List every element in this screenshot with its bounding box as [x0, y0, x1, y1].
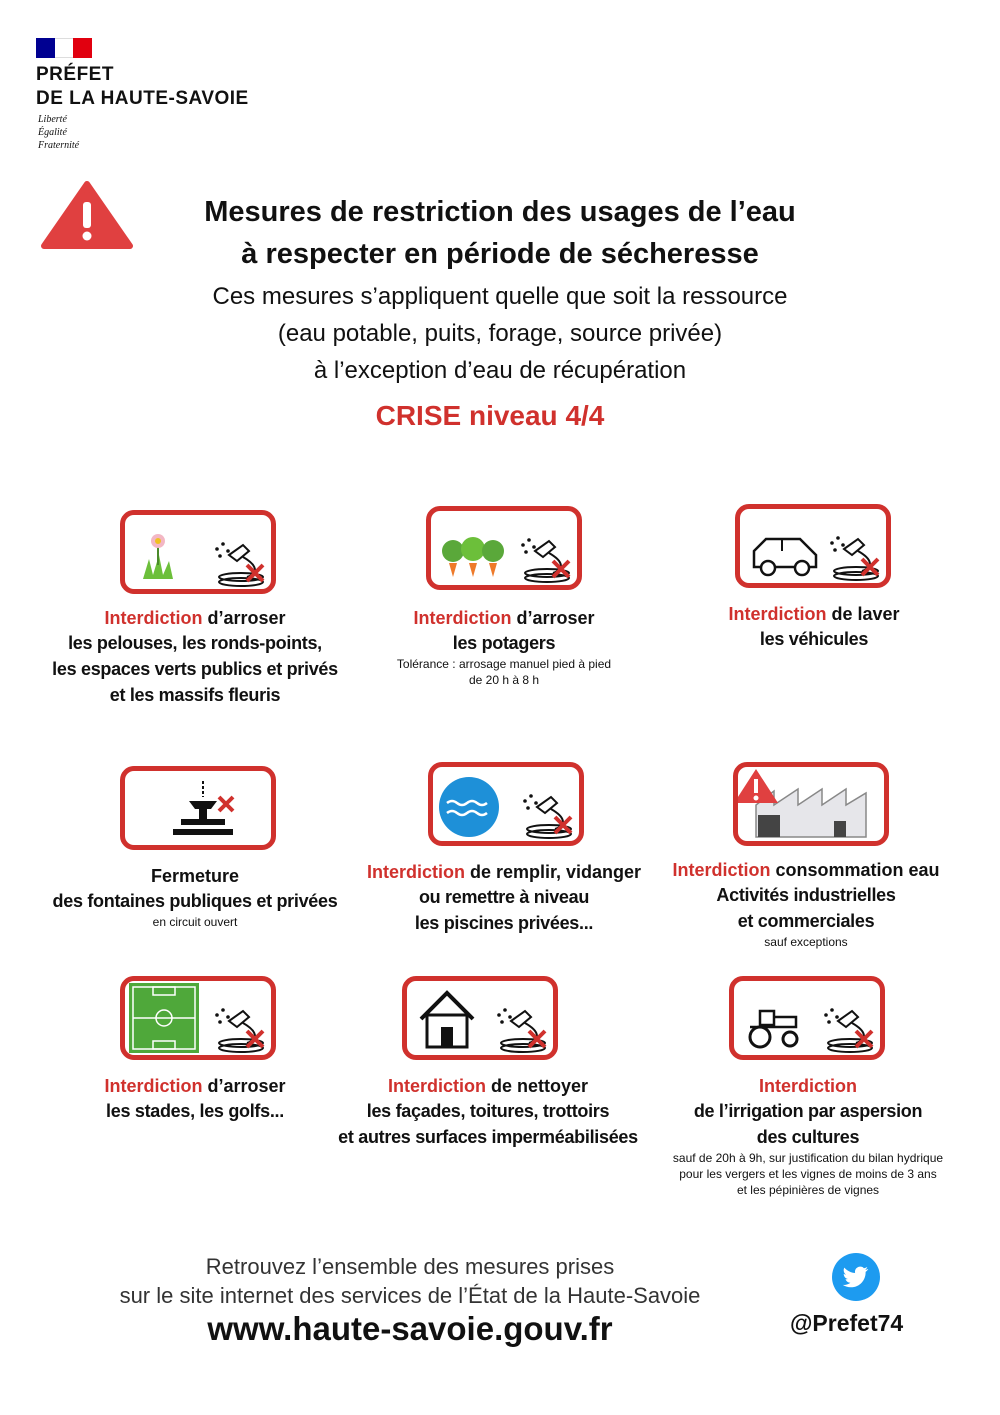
item4-first-text: Fermeture [150, 866, 240, 886]
item2-line1: les potagers [452, 633, 556, 653]
item2-note1: Tolérance : arrosage manuel pied à pied [396, 657, 612, 671]
item4-note1: en circuit ouvert [152, 915, 238, 929]
item-irrigation [648, 1074, 968, 1198]
footer-line2: sur le site internet des services de l’État de la Haute-Savoie [119, 1283, 701, 1308]
item6-line2: et commerciales [737, 911, 875, 931]
title-line2: à respecter en période de sécheresse [241, 238, 759, 270]
item5-first-text: de remplir, vidanger [464, 862, 642, 882]
item9-note1: sauf de 20h à 9h, sur justification du bilan hydrique [672, 1151, 944, 1165]
vegetable-hose-icon [431, 511, 577, 585]
item8-line1: les façades, toitures, trottoirs [366, 1101, 610, 1121]
item1-red-label: Interdiction [104, 608, 203, 628]
flower-hose-icon [125, 515, 271, 589]
item2-red-label: Interdiction [413, 608, 512, 628]
pool-icon-box [428, 762, 584, 846]
house-hose-icon [407, 981, 553, 1055]
item8-line2: et autres surfaces imperméabilisées [338, 1127, 638, 1147]
subtitle-line2: (eau potable, puits, forage, source privée) [277, 320, 723, 347]
website-link[interactable]: www.haute-savoie.gouv.fr [207, 1310, 613, 1347]
item9-line2: des cultures [756, 1127, 860, 1147]
twitter-handle[interactable]: @Prefet74 [790, 1310, 904, 1336]
marianne-flag-logo [36, 38, 92, 58]
car-hose-icon [740, 509, 886, 583]
crisis-level: CRISE niveau 4/4 [375, 400, 605, 431]
factory-icon-box [733, 762, 889, 846]
twitter-bird-icon[interactable] [832, 1253, 880, 1301]
item6-red-label: Interdiction [672, 860, 771, 880]
motto-fraternite: Fraternité [38, 140, 80, 151]
motto-egalite: Égalité [38, 127, 67, 138]
factory-icon [738, 767, 884, 841]
item3-first-text: de laver [826, 604, 900, 624]
item5-line2: les piscines privées... [414, 913, 594, 933]
lawn-watering-icon-box [120, 510, 276, 594]
motto-liberte: Liberté [38, 114, 67, 125]
item9-note2: pour les vergers et les vignes de moins de 3 ans [679, 1167, 937, 1181]
fountain-icon-box [120, 766, 276, 850]
tractor-icon-box [729, 976, 885, 1060]
item-fountains [35, 864, 355, 930]
item8-first-text: de nettoyer [485, 1076, 589, 1096]
item7-red-label: Interdiction [104, 1076, 203, 1096]
item2-note2: de 20 h à 8 h [468, 673, 540, 687]
tractor-hose-icon [734, 981, 880, 1055]
item9-line1: de l’irrigation par aspersion [693, 1101, 923, 1121]
item8-red-label: Interdiction [387, 1076, 486, 1096]
item1-line3: et les massifs fleuris [109, 685, 281, 705]
vegetable-watering-icon-box [426, 506, 582, 590]
item6-first-text: consommation eau [770, 860, 940, 880]
prefet-title-line1: PRÉFET [36, 64, 114, 85]
item-lawns [35, 606, 355, 708]
item5-line1: ou remettre à niveau [418, 887, 590, 907]
pool-hose-icon [433, 767, 579, 841]
item9-red-label: Interdiction [759, 1076, 857, 1096]
house-icon-box [402, 976, 558, 1060]
car-wash-icon-box [735, 504, 891, 588]
item7-first-text: d’arroser [202, 1076, 286, 1096]
subtitle-line1: Ces mesures s’appliquent quelle que soit la ressource [212, 283, 788, 310]
prefet-title-line2: DE LA HAUTE-SAVOIE [36, 88, 249, 109]
item2-first-text: d’arroser [511, 608, 595, 628]
item-potagers [344, 606, 664, 688]
item-surfaces [328, 1074, 648, 1150]
item6-note1: sauf exceptions [764, 935, 848, 949]
fountain-icon [125, 771, 271, 845]
item6-line1: Activités industrielles [716, 885, 896, 905]
item1-line2: les espaces verts publics et privés [52, 659, 338, 679]
item7-line1: les stades, les golfs... [106, 1101, 284, 1121]
item1-first-text: d’arroser [202, 608, 286, 628]
footer-line1: Retrouvez l’ensemble des mesures prises [205, 1254, 615, 1279]
item5-red-label: Interdiction [366, 862, 465, 882]
item3-line1: les véhicules [759, 629, 869, 649]
item1-line1: les pelouses, les ronds-points, [68, 633, 322, 653]
title-line1: Mesures de restriction des usages de l’eau [204, 196, 796, 228]
item3-red-label: Interdiction [728, 604, 827, 624]
subtitle-line3: à l’exception d’eau de récupération [313, 357, 687, 384]
stadium-hose-icon [125, 981, 271, 1055]
item-vehicles [654, 602, 974, 652]
item-stadiums [35, 1074, 355, 1124]
item-industry [646, 858, 966, 950]
stadium-icon-box [120, 976, 276, 1060]
item9-note3: et les pépinières de vignes [736, 1183, 880, 1197]
item4-line1: des fontaines publiques et privées [52, 891, 338, 911]
item-pools [344, 860, 664, 936]
